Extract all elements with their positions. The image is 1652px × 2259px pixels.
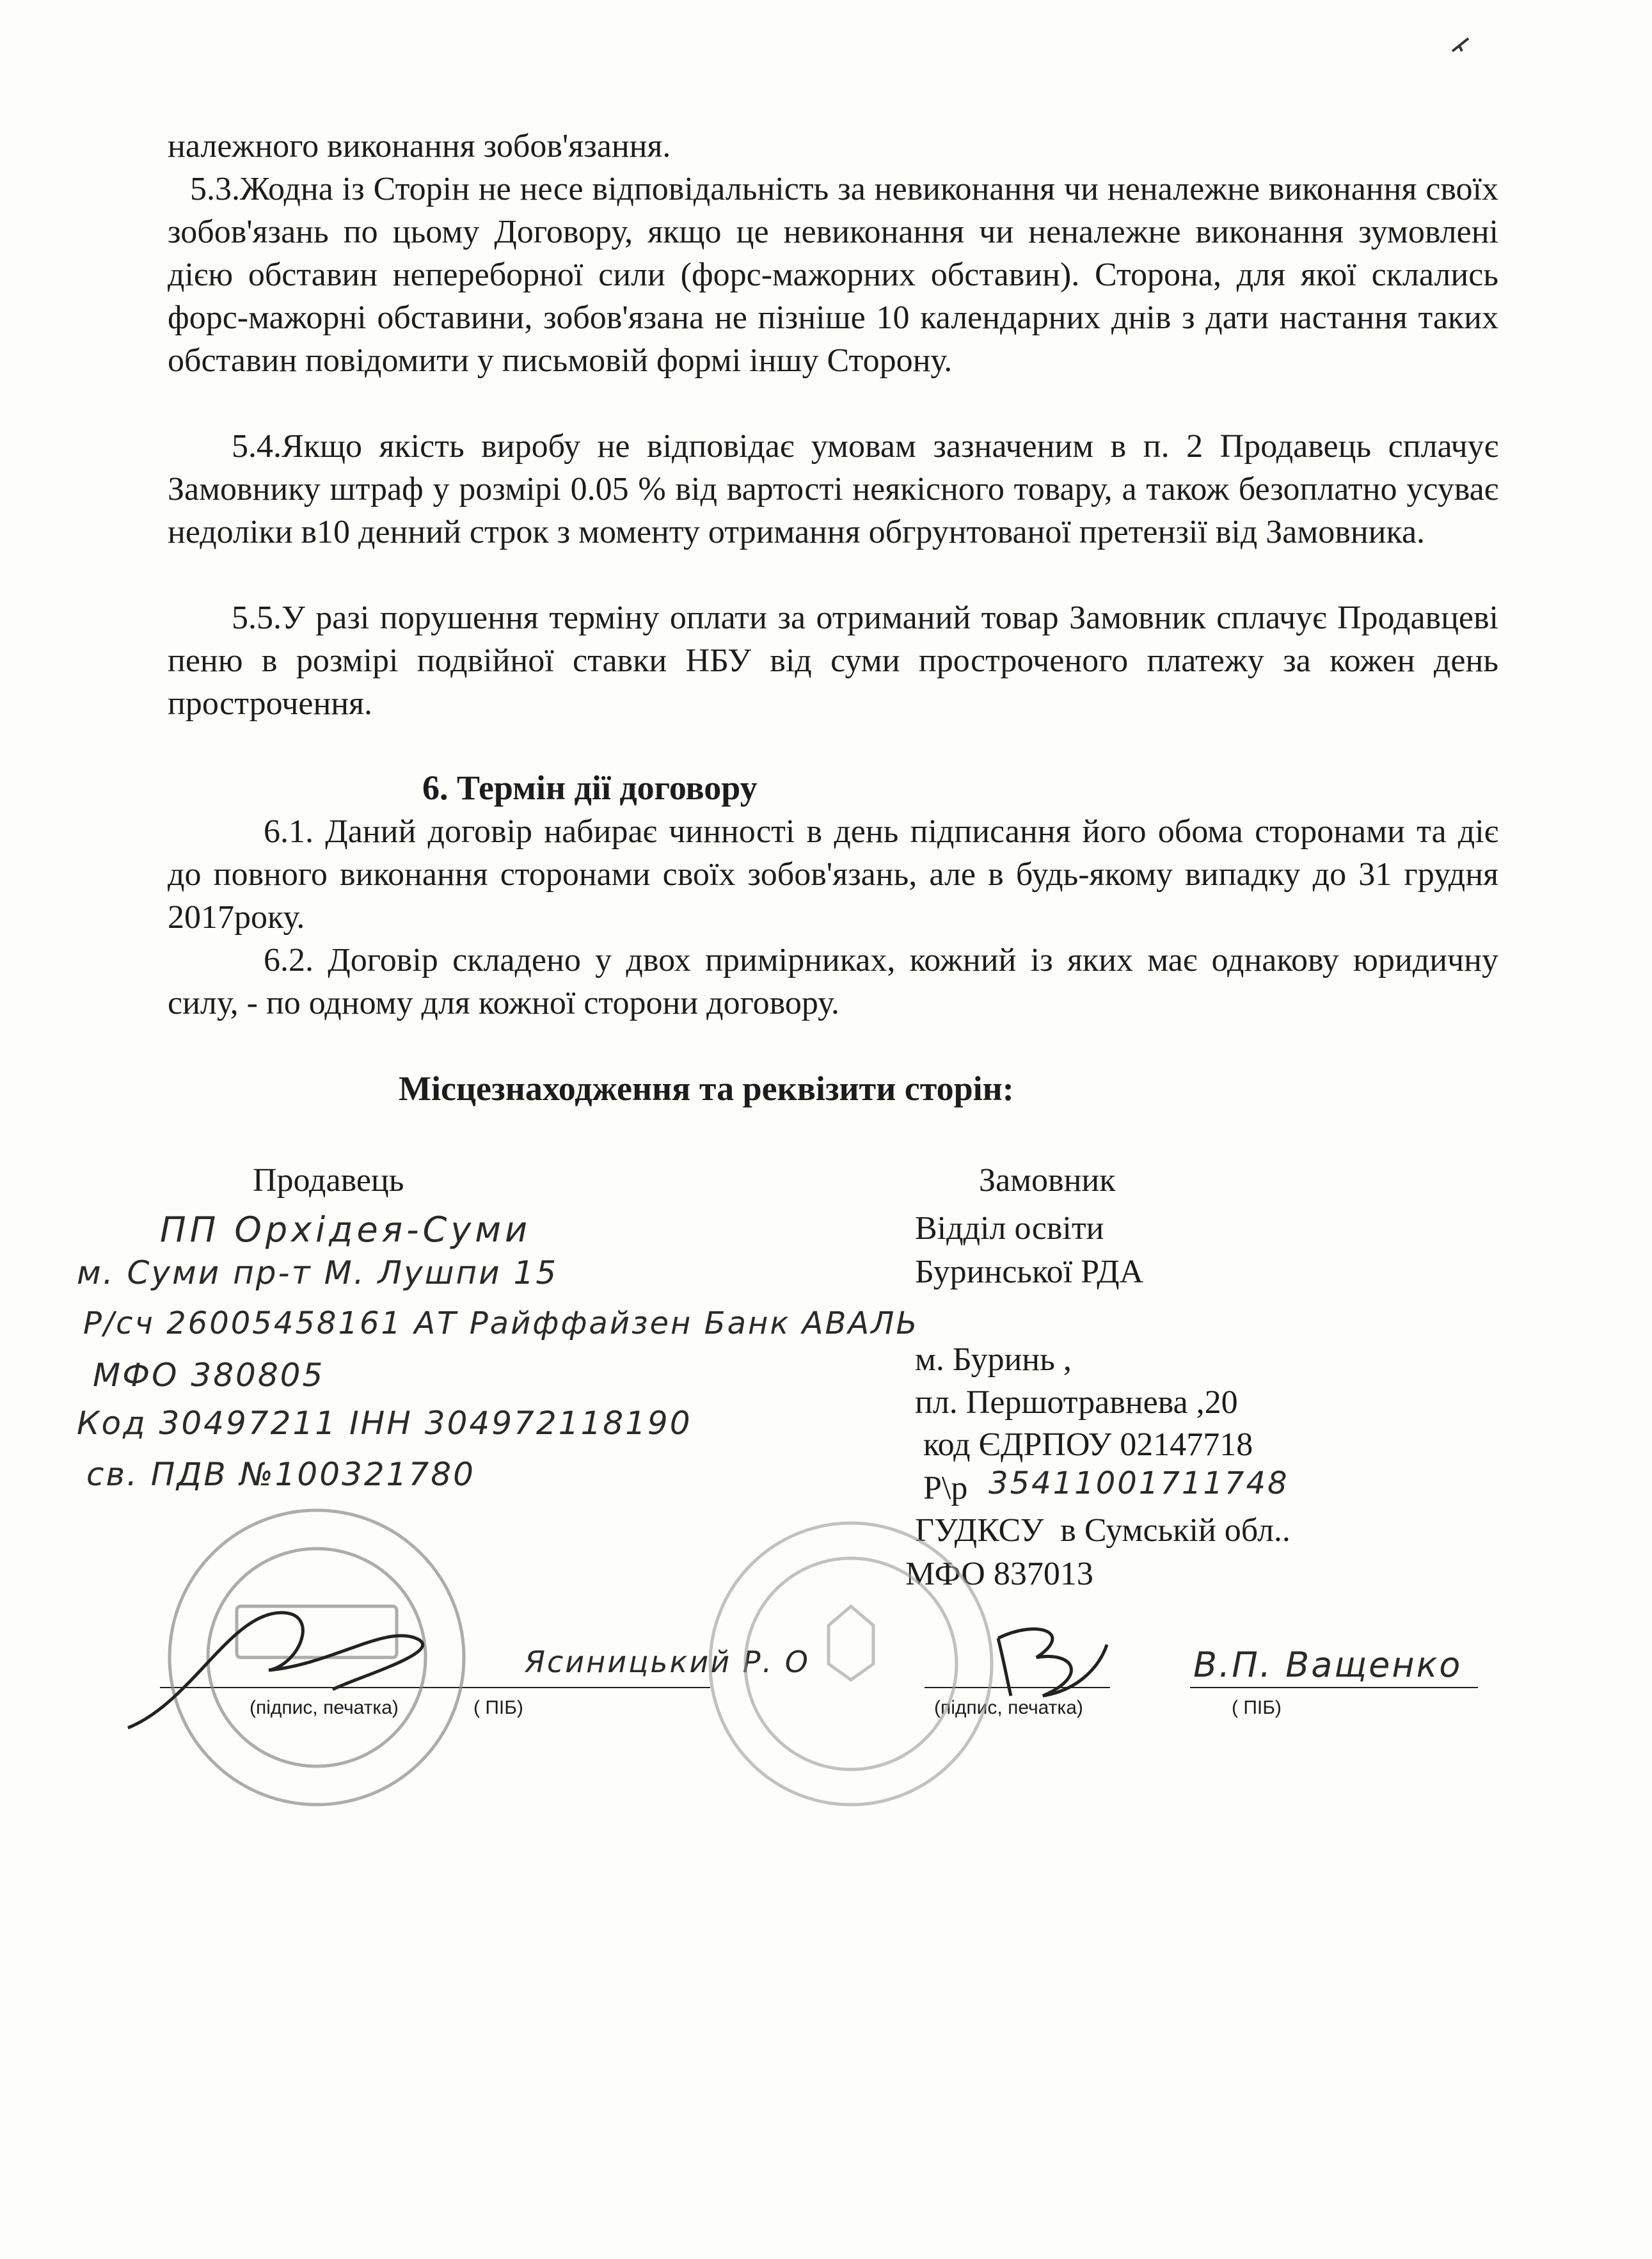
customer-signature-name: В.П. Ващенко (1193, 1645, 1463, 1685)
customer-name-label: ( ПІБ) (1232, 1697, 1282, 1718)
customer-mfo: МФО 837013 (905, 1556, 1093, 1592)
customer-city: м. Буринь , (915, 1341, 1072, 1378)
seller-signature-name: Ясиницький Р. О (525, 1645, 810, 1679)
section-6-heading: 6. Термін дії договору (422, 769, 758, 807)
seller-vat: св. ПДВ №100321780 (86, 1456, 475, 1493)
seller-address: м. Суми пр-т М. Лушпи 15 (77, 1254, 559, 1291)
paragraph-6-2: 6.2. Договір складено у двох примірниках, кожний із яких має однакову юридичну силу, - по одному для кожної сторони договору. (168, 942, 1498, 1021)
customer-treasury: ГУДКСУ в Сумській обл.. (915, 1512, 1291, 1549)
paragraph-5-5: 5.5.У разі порушення терміну оплати за отриманий товар Замовник сплачує Продавцеві пеню в розмірі подвійної ставки НБУ від суми простроченого платежу за кожен день прострочення. (168, 600, 1498, 722)
seller-codes: Код 30497211 ІНН 304972118190 (77, 1405, 692, 1442)
seller-account: Р/сч 26005458161 АТ Райффайзен Банк АВАЛЬ (83, 1305, 919, 1341)
seller-mfo: МФО 380805 (93, 1357, 325, 1394)
customer-signature (998, 1629, 1107, 1696)
corner-mark (1452, 38, 1468, 51)
paragraph-continuation: належного виконання зобов'язання. (168, 128, 671, 164)
customer-stamp (710, 1523, 992, 1805)
requisites-heading: Місцезнаходження та реквізити сторін: (399, 1069, 1014, 1108)
paragraph-6-1: 6.1. Даний договір набирає чинності в день підписання його обома сторонами та діє до повного виконання сторонами своїх зобов'язань, але в будь-якому випадку до 31 грудня 2017року. (168, 813, 1498, 936)
customer-address: пл. Першотравнева ,20 (915, 1384, 1238, 1421)
customer-account-number: 35411001711748 (989, 1465, 1289, 1501)
customer-title: Замовник (979, 1162, 1116, 1199)
customer-account-label: Р\р (915, 1470, 968, 1506)
customer-sign-label: (підпис, печатка) (934, 1697, 1083, 1718)
seller-title: Продавець (253, 1162, 404, 1199)
paragraph-5-4: 5.4.Якщо якість виробу не відповідає умовам зазначеним в п. 2 Продавець сплачує Замовнику штраф у розмірі 0.05 % від вартості неякісного товару, а також безоплатно усуває недоліки в10 денний строк з моменту отримання обгрунтованої претензії від Замовника. (168, 428, 1498, 550)
customer-edrpou: код ЄДРПОУ 02147718 (915, 1426, 1253, 1463)
seller-name: ПП Орхідея-Суми (160, 1209, 532, 1250)
seller-sign-label: (підпис, печатка) (250, 1697, 399, 1718)
customer-line-1: Відділ освіти (915, 1210, 1104, 1247)
seller-name-label: ( ПІБ) (473, 1697, 523, 1718)
customer-line-2: Буринської РДА (915, 1254, 1144, 1290)
paragraph-5-3: 5.3.Жодна із Сторін не несе відповідальність за невиконання чи неналежне виконання своїх зобов'язань по цьому Договору, якщо це невиконання чи неналежне виконання зумовлені дією обставин непереборної сили (форс-мажорних обставин). Сторона, для якої склались форс-мажорні обставини, зобов'язана не пізніше 10 календарних днів з дати настання таких обставин повідомити у письмовій формі іншу Сторону. (168, 171, 1498, 379)
